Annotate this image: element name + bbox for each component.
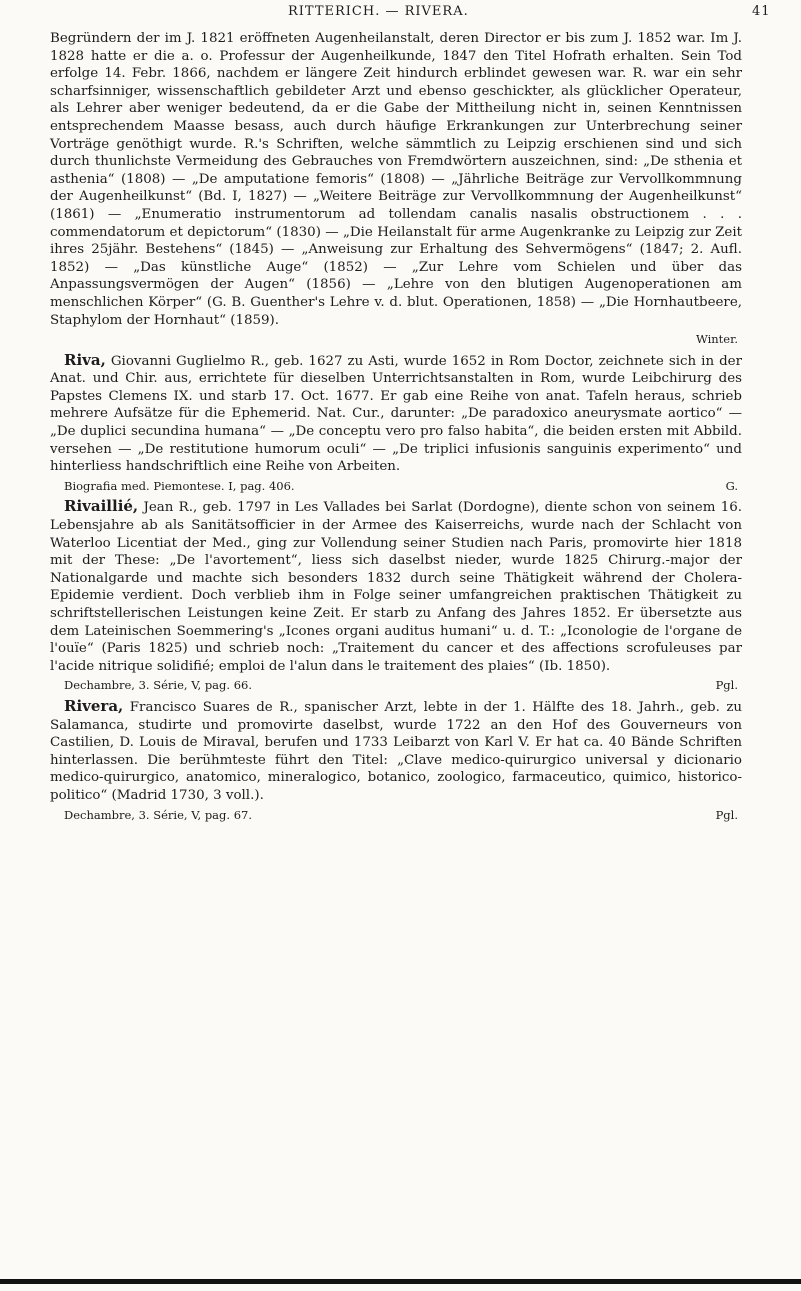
entry-text: Jean R., geb. 1797 in Les Vallades bei Sarlat (Dordogne), diente schon von seinem 16. Lebensjahre ab als Sanitätsofficier in der Armee des Kaiserreichs, wurde nach der Schlacht von Waterloo Licentiat der Med., ging zur Vollendung seiner Studien nach Paris, promovirte hier 1818 mit der These: „De l'avortement“, liess sich daselbst nieder, wurde 1825 Chirurg.-major der Nationalgarde und machte sich besonders 1832 durch seine Thätigkeit während der Cholera-Epidemie verdient. Doch verblieb ihm in Folge seiner umfangreichen praktischen Thätigkeit zu schriftstellerischen Leistungen keine Zeit. Er starb zu Anfang des Jahres 1852. Er übersetzte aus dem Lateinischen Soemmering's „Icones organi auditus humani“ u. d. T.: „Iconologie de l'organe de l'ouïe“ (Paris 1825) und schrieb noch: „Traitement du cancer et des affections scrofuleuses par l'acide nitrique solidifié; emploi de l'alun dans le traitement des plaies“ (Ib. 1850). <box>50 500 742 674</box>
entry-name: Riva, <box>64 350 106 369</box>
entry-text: Francisco Suares de R., spanischer Arzt, lebte in der 1. Hälfte des 18. Jahrh., geb. zu Salamanca, studirte und promovirte daselbst, wurde 1722 an den Hof des Gouverneurs von Castilien, D. Louis de Miraval, berufen und 1733 Leibarzt von Karl V. Er hat ca. 40 Bände Schriften hinterlassen. Die berühmteste führt den Titel: „Clave medico-quirurgico universal y dicionario medico-quirurgico, anatomico, mineralogico, botanico, zoologico, farmaceutico, quimico, historico-politico“ (Madrid 1730, 3 voll.). <box>50 699 742 803</box>
page-number: 41 <box>752 4 771 19</box>
header-title: RITTERICH. — RIVERA. <box>288 4 469 19</box>
bottom-rule <box>0 1279 801 1284</box>
entry-riva <box>50 352 742 476</box>
entry-name: Rivaillié, <box>64 497 139 516</box>
continuation-paragraph: Begründern der im J. 1821 eröffneten Augenheilanstalt, deren Director er bis zum J. 1852 war. Im J. 1828 hatte er die a. o. Professur der Augenheilkunde, 1847 den Titel Hofrath erhalten. Sein Tod erfolge 14. Febr. 1866, nachdem er längere Zeit hindurch erblindet gewesen war. R. war ein sehr scharfsinniger, wissenschaftlich gebildeter Arzt und ebenso geschickter, als glücklicher Operateur, als Lehrer aber weniger bedeutend, da er die Gabe der Mittheilung nicht in, seinen Kenntnissen entsprechendem Maasse besass, auch durch häufige Erkrankungen zur Unterbrechung seiner Vorträge genöthigt wurde. R.'s Schriften, welche sämmtlich zu Leipzig erschienen sind und sich durch thunlichste Vermeidung des Gebrauches von Fremdwörtern auszeichnen, sind: „De sthenia et asthenia“ (1808) — „De amputatione femoris“ (1808) — „Jährliche Beiträge zur Vervollkommnung der Augenheilkunst“ (Bd. I, 1827) — „Weitere Beiträge zur Vervollkommnung der Augenheilkunst“ (1861) — „Enumeratio instrumentorum ad tollendam canalis nasalis obstructionem . . . commendatorum et depictorum“ (1830) — „Die Heilanstalt für arme Augenkranke zu Leipzig zur Zeit ihres 25jähr. Bestehens“ (1845) — „Anweisung zur Erhaltung des Sehvermögens“ (1847; 2. Aufl. 1852) — „Das künstliche Auge“ (1852) — „Zur Lehre vom Schielen und über das Anpassungsvermögen der Augen“ (1856) — „Lehre von den blutigen Augenoperationen am menschlichen Körper“ (G. B. Guenther's Lehre v. d. blut. Operationen, 1858) — „Die Hornhautbeere, Staphylom der Hornhaut“ (1859). <box>50 31 742 328</box>
source-reference: Dechambre, 3. Série, V, pag. 66. <box>64 678 252 693</box>
author-signature: Winter. <box>695 332 738 347</box>
author-signature: G. <box>725 478 738 493</box>
entry-footer <box>50 478 742 496</box>
entry-rivera <box>50 698 742 805</box>
entry-name: Rivera, <box>64 696 124 715</box>
source-reference: Biografia med. Piemontese. I, pag. 406. <box>64 478 295 493</box>
entry-footer <box>50 807 742 825</box>
article-column <box>50 30 742 824</box>
source-reference: Dechambre, 3. Série, V, pag. 67. <box>64 807 252 822</box>
author-signature: Pgl. <box>715 678 738 693</box>
entry-footer <box>50 677 742 695</box>
continuation-footer <box>50 331 742 349</box>
entry-rivaillie <box>50 498 742 675</box>
entry-text: Giovanni Guglielmo R., geb. 1627 zu Asti, wurde 1652 in Rom Doctor, zeichnete sich in der Anat. und Chir. aus, errichtete für dieselben Unterrichtsanstalten in Rom, wurde Leibchirurg des Papstes Clemens IX. und starb 17. Oct. 1677. Er gab eine Reihe von anat. Tafeln heraus, schrieb mehrere Aufsätze für die Ephemerid. Nat. Cur., darunter: „De paradoxico aneurysmate aortico“ — „De duplici secundina humana“ — „De conceptu vero pro falso habita“, die beiden ersten mit Abbild. versehen — „De restitutione humorum oculi“ — „De triplici infusionis sanguinis experimento“ und hinterliess handschriftlich eine Reihe von Arbeiten. <box>50 353 742 475</box>
author-signature: Pgl. <box>715 807 738 822</box>
